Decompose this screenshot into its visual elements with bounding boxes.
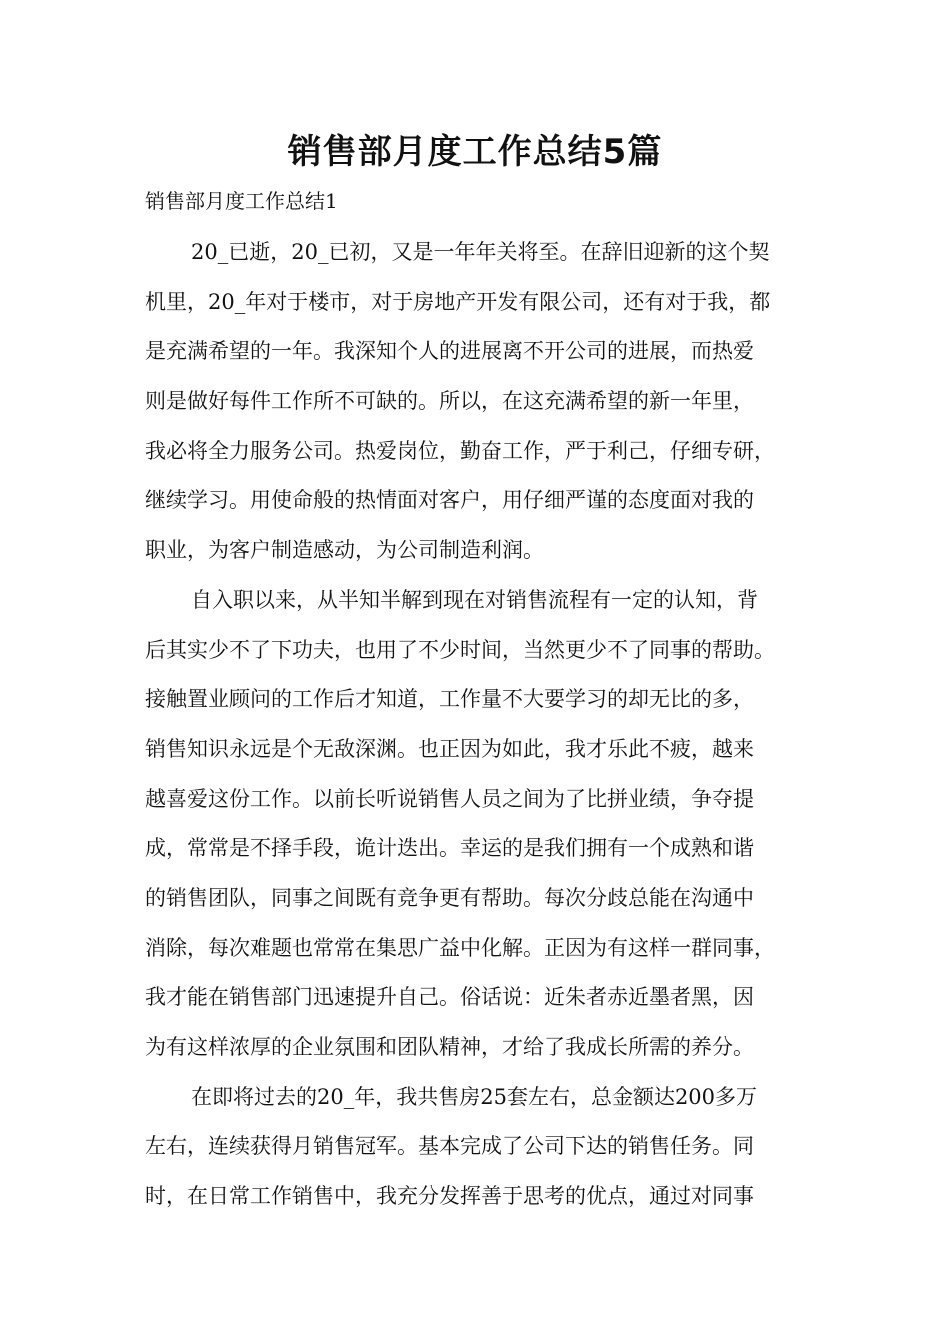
paragraph-line: 是充满希望的一年。我深知个人的进展离不开公司的进展，而热爱 [145,339,754,364]
paragraph-line: 在即将过去的20_年，我共售房25套左右，总金额达200多万 [191,1084,758,1109]
document-body [145,232,825,1226]
paragraph-line: 后其实少不了下功夫，也用了不少时间，当然更少不了同事的帮助。 [145,637,775,662]
document-title: 销售部月度工作总结5篇 [287,132,663,172]
paragraph-line: 越喜爱这份工作。以前长听说销售人员之间为了比拼业绩，争夺提 [145,786,754,811]
paragraph-line: 职业，为客户制造感动，为公司制造利润。 [145,538,544,563]
paragraph-line: 则是做好每件工作所不可缺的。所以，在这充满希望的新一年里， [145,389,754,414]
paragraph-line: 接触置业顾问的工作后才知道，工作量不大要学习的却无比的多， [145,687,754,712]
paragraph-line: 机里，20_年对于楼市，对于房地产开发有限公司，还有对于我，都 [145,289,771,314]
paragraph-line: 消除，每次难题也常常在集思广益中化解。正因为有这样一群同事， [145,935,775,960]
paragraph-line: 时，在日常工作销售中，我充分发挥善于思考的优点，通过对同事 [145,1184,754,1209]
paragraph-line: 自入职以来，从半知半解到现在对销售流程有一定的认知，背 [191,587,758,612]
paragraph-line: 成，常常是不择手段，诡计迭出。幸运的是我们拥有一个成熟和谐 [145,836,754,861]
paragraph-line: 继续学习。用使命般的热情面对客户，用仔细严谨的态度面对我的 [145,488,754,513]
paragraph-line: 我才能在销售部门迅速提升自己。俗话说：近朱者赤近墨者黑，因 [145,985,754,1010]
paragraph-line: 的销售团队，同事之间既有竞争更有帮助。每次分歧总能在沟通中 [145,885,754,910]
paragraph-line: 销售知识永远是个无敌深渊。也正因为如此，我才乐此不疲，越来 [145,736,754,761]
section-heading: 销售部月度工作总结1 [145,189,338,213]
paragraph-line: 20_已逝，20_已初，又是一年年关将至。在辞旧迎新的这个契 [191,240,770,264]
paragraph-line: 为有这样浓厚的企业氛围和团队精神，才给了我成长所需的养分。 [145,1035,754,1059]
paragraph-line: 我必将全力服务公司。热爱岗位，勤奋工作，严于利己，仔细专研， [145,438,775,463]
paragraph-line: 左右，连续获得月销售冠军。基本完成了公司下达的销售任务。同 [145,1134,754,1159]
